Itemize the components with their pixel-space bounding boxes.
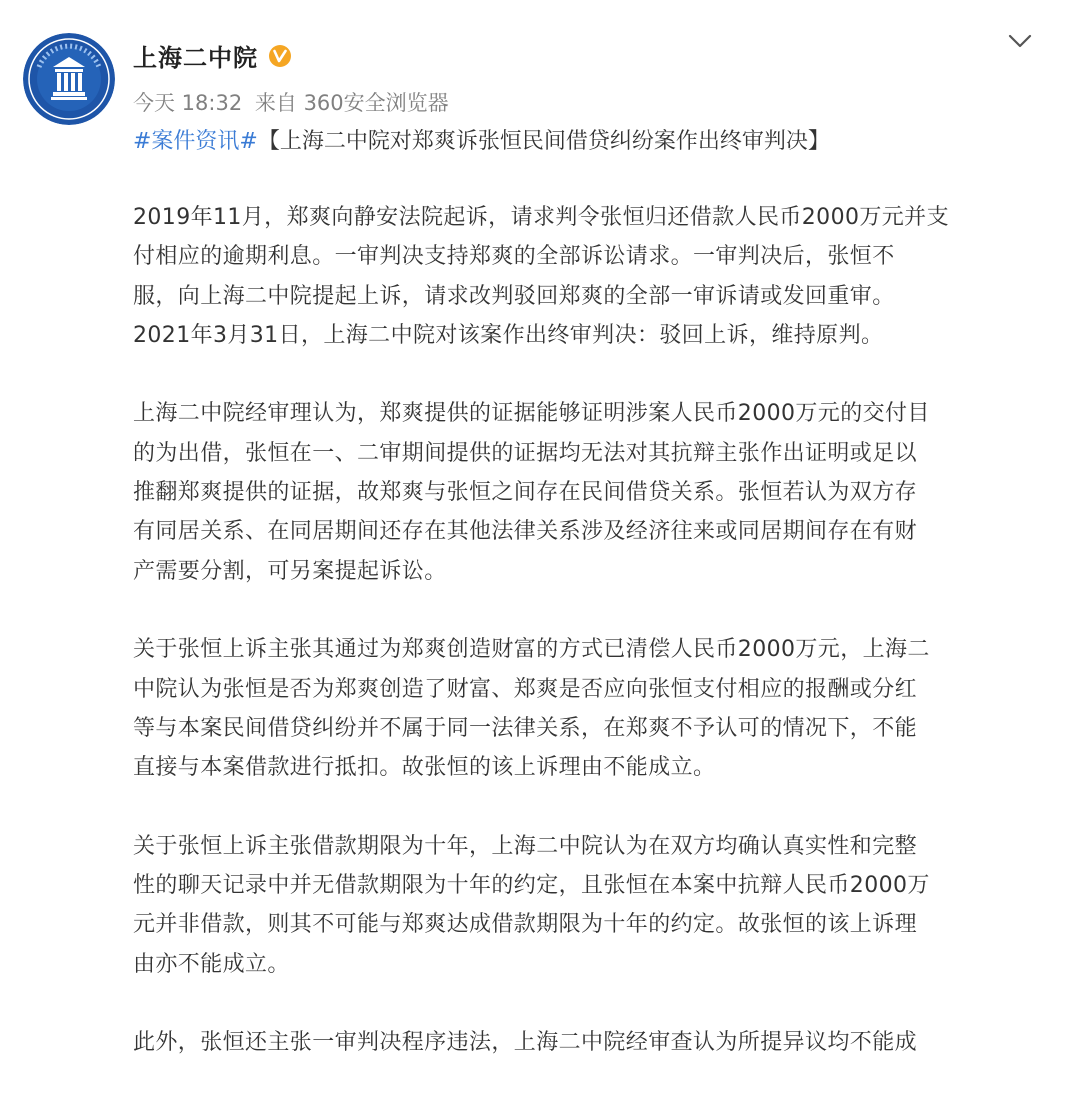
post-time[interactable]: 今天 18:32: [133, 91, 243, 115]
post-body: [133, 198, 1033, 1102]
paragraph-line: 由亦不能成立。: [133, 951, 290, 977]
paragraph-line: 2021年3月31日，上海二中院对该案作出终审判决：驳回上诉，维持原判。: [133, 322, 884, 348]
paragraph-line: 付相应的逾期利息。一审判决支持郑爽的全部诉讼请求。一审判决后，张恒不: [133, 244, 895, 270]
paragraph-line: 服，向上海二中院提起上诉，请求改判驳回郑爽的全部一审诉请或发回重审。: [133, 283, 895, 309]
chevron-down-icon[interactable]: [1004, 27, 1036, 55]
post-headline: 【上海二中院对郑爽诉张恒民间借贷纠纷案作出终审判决】: [257, 129, 830, 154]
post-headline-row: [133, 124, 830, 160]
post-paragraph: [133, 827, 1033, 984]
paragraph-line: 的为出借，张恒在一、二审期间提供的证据均无法对其抗辩主张作出证明或足以: [133, 440, 918, 466]
post-paragraph: [133, 394, 1033, 590]
paragraph-line: 关于张恒上诉主张借款期限为十年，上海二中院认为在双方均确认真实性和完整: [133, 833, 918, 859]
verified-badge-icon: [268, 44, 292, 68]
paragraph-line: 产需要分割，可另案提起诉讼。: [133, 558, 447, 584]
avatar[interactable]: [23, 33, 115, 125]
post-paragraph: [133, 630, 1033, 787]
paragraph-line: 关于张恒上诉主张其通过为郑爽创造财富的方式已清偿人民币2000万元，上海二: [133, 637, 930, 663]
paragraph-line: 元并非借款，则其不可能与郑爽达成借款期限为十年的约定。故张恒的该上诉理: [133, 912, 918, 938]
paragraph-line: 性的聊天记录中并无借款期限为十年的约定，且张恒在本案中抗辩人民币2000万: [133, 873, 930, 899]
paragraph-line: 等与本案民间借贷纠纷并不属于同一法律关系，在郑爽不予认可的情况下，不能: [133, 715, 918, 741]
post-source: 来自 360安全浏览器: [254, 91, 449, 115]
paragraph-line: 推翻郑爽提供的证据，故郑爽与张恒之间存在民间借贷关系。张恒若认为双方存: [133, 480, 918, 506]
account-name[interactable]: 上海二中院: [133, 44, 258, 72]
paragraph-line: 2019年11月，郑爽向静安法院起诉，请求判令张恒归还借款人民币2000万元并支: [133, 205, 949, 230]
court-emblem-icon: [23, 33, 115, 125]
paragraph-line: 有同居关系、在同居期间还存在其他法律关系涉及经济往来或同居期间存在有财: [133, 519, 918, 545]
account-row: [133, 38, 292, 73]
post-paragraph: [133, 1023, 1033, 1062]
paragraph-line: 直接与本案借款进行抵扣。故张恒的该上诉理由不能成立。: [133, 755, 716, 781]
hashtag-link[interactable]: #案件资讯#: [133, 129, 258, 154]
paragraph-line: 上海二中院经审理认为，郑爽提供的证据能够证明涉案人民币2000万元的交付目: [133, 401, 930, 427]
post-paragraph: [133, 198, 1033, 355]
post-meta: [133, 87, 455, 117]
paragraph-line: 中院认为张恒是否为郑爽创造了财富、郑爽是否应向张恒支付相应的报酬或分红: [133, 676, 918, 702]
paragraph-line: 此外，张恒还主张一审判决程序违法，上海二中院经审查认为所提异议均不能成: [133, 1030, 918, 1056]
